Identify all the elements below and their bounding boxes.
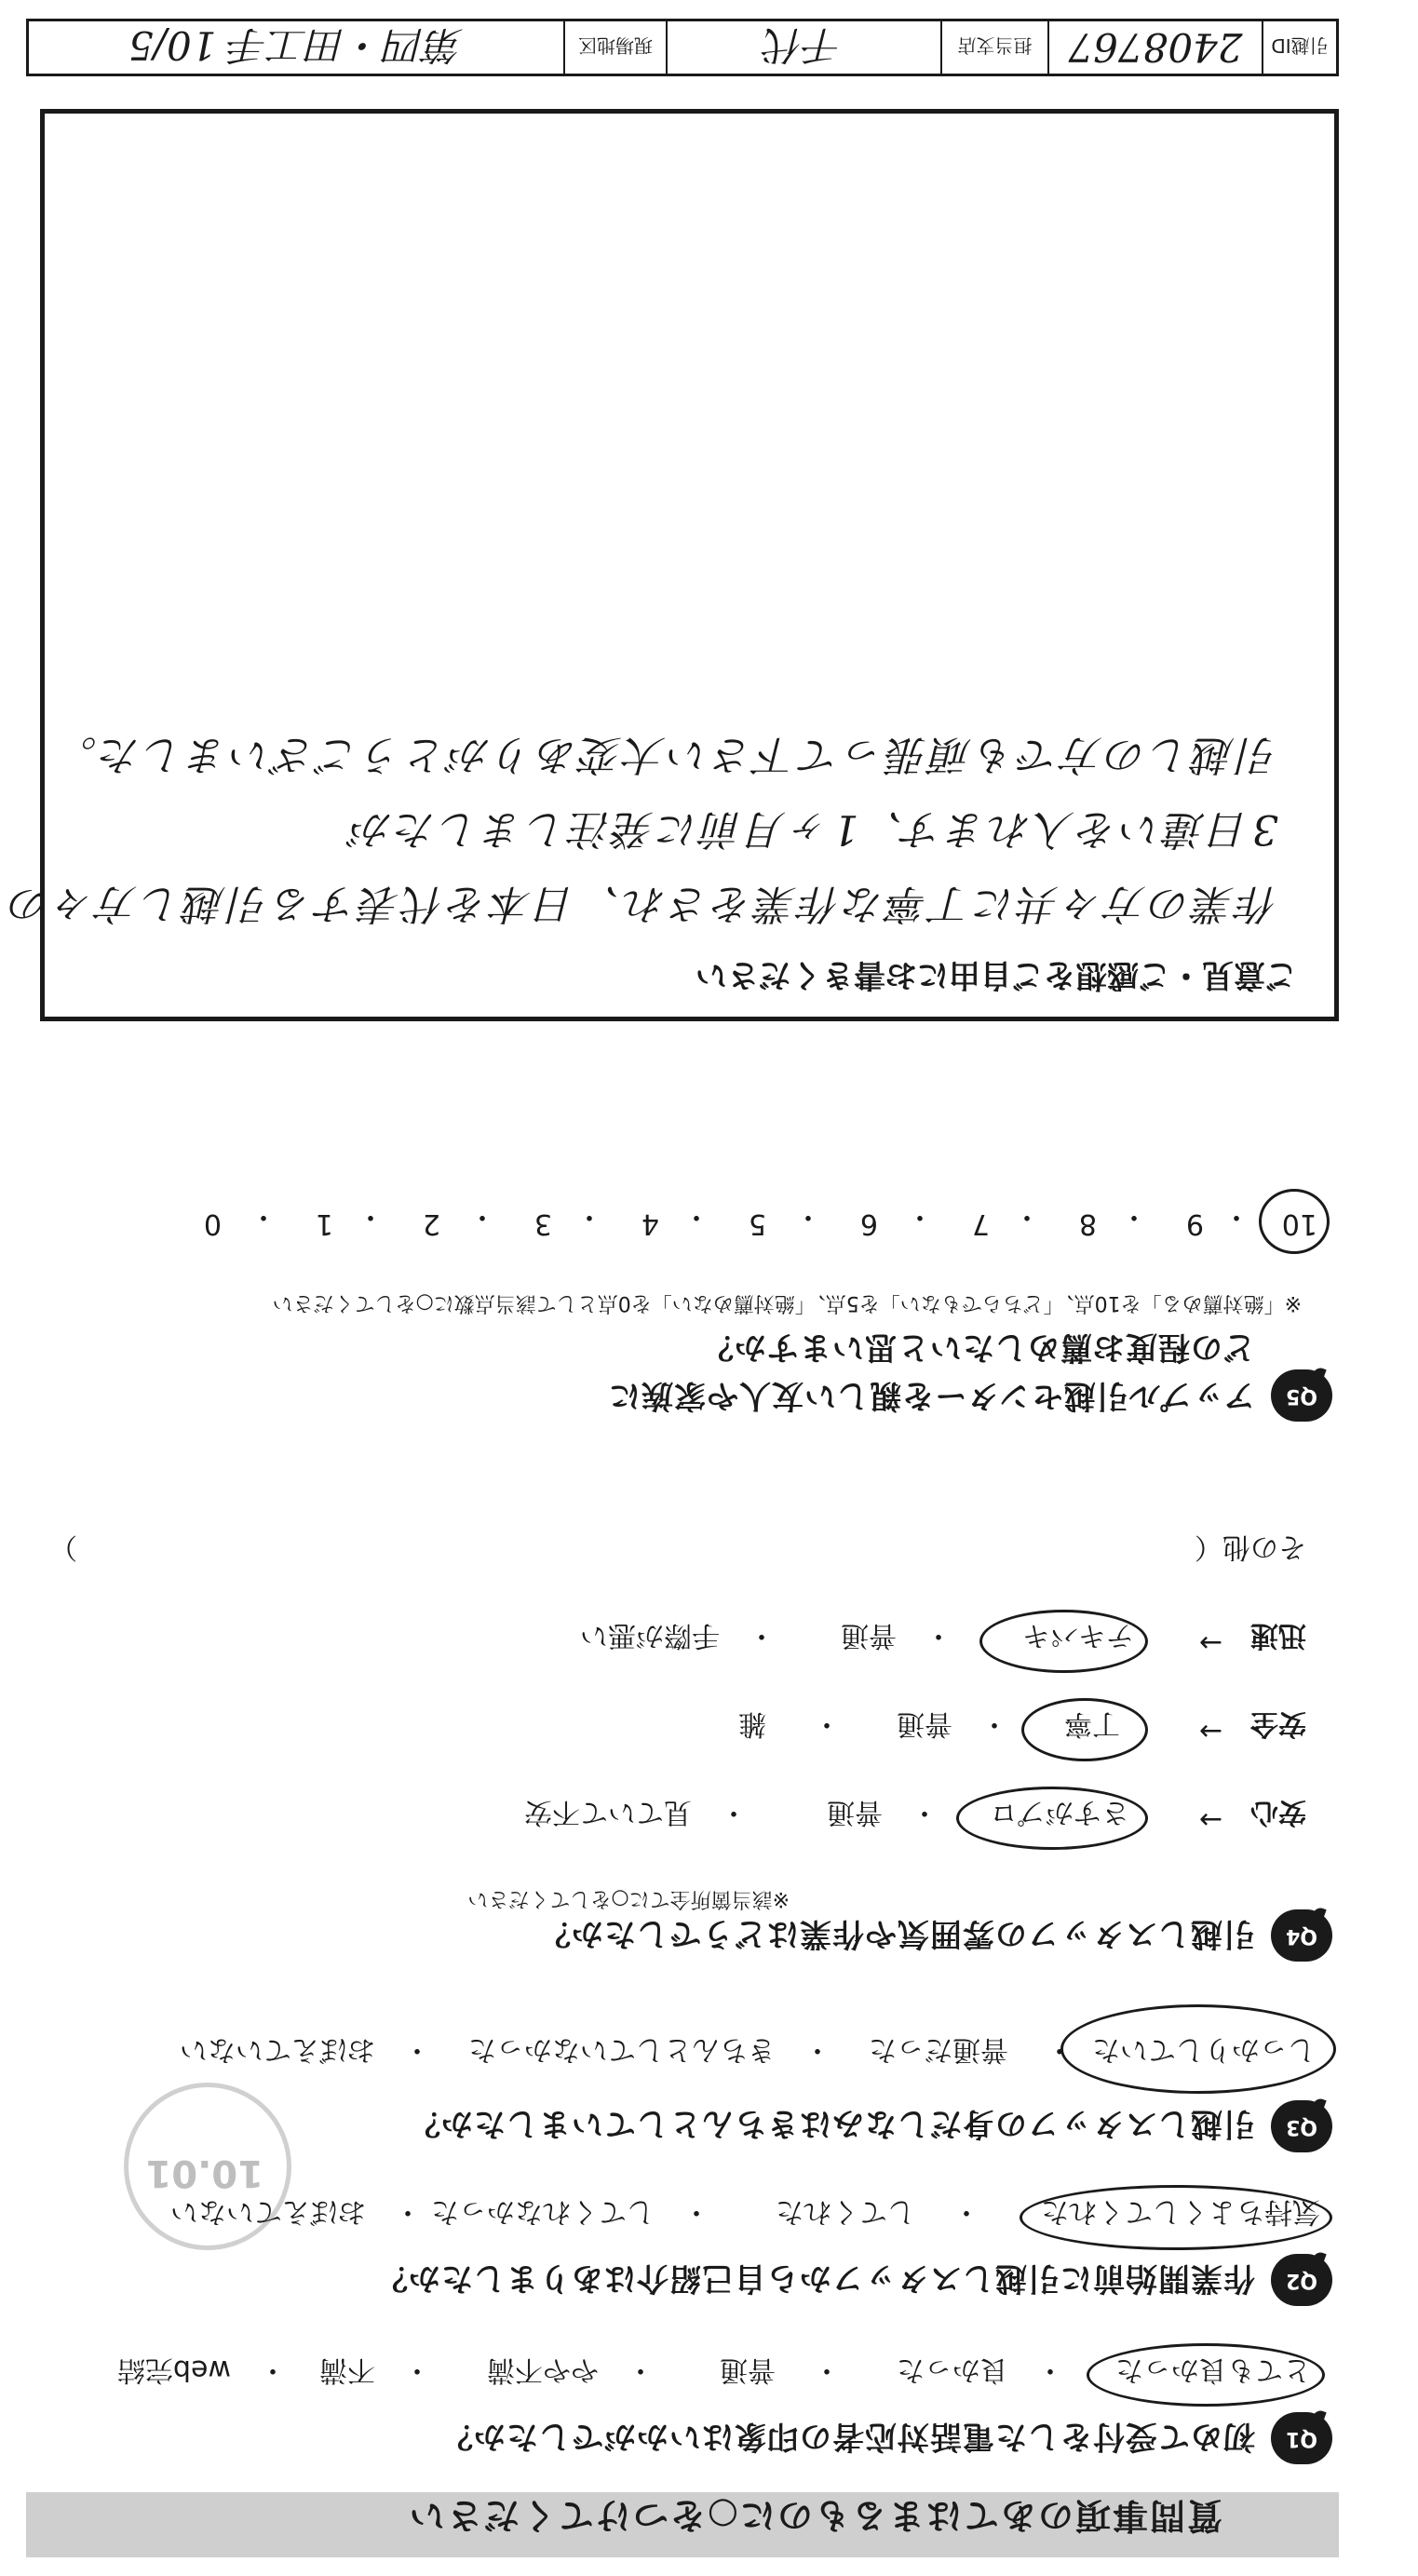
q5-note: ※「絶対薦める」を10点、「どちらでもない」を5点、「絶対薦めない」を0点として該当点数に○をしてください xyxy=(272,1291,1302,1315)
area-label-cell xyxy=(563,21,666,74)
q2-option[interactable]: してくれなかった xyxy=(431,2195,655,2228)
branch-value: 千代 xyxy=(764,22,844,68)
arrow: → xyxy=(1198,1626,1222,1659)
q5-score[interactable]: 6 xyxy=(859,1207,878,1240)
q4-row-label: 迅速 xyxy=(1250,1619,1306,1652)
q4-row-label: 安心 xyxy=(1250,1796,1306,1828)
q3-question: 引越しスタッフの身だしなみはきちんとしていましたか？ xyxy=(408,2105,1255,2142)
q5-score[interactable]: 3 xyxy=(533,1207,552,1240)
q5-score[interactable]: 8 xyxy=(1078,1207,1097,1240)
branch-value-cell xyxy=(666,21,940,74)
q5-score[interactable]: 1 xyxy=(315,1207,333,1240)
q2-option[interactable]: してくれた xyxy=(776,2195,915,2228)
q1-option[interactable]: web完結 xyxy=(116,2353,231,2386)
q5-badge: Q5 xyxy=(1271,1369,1332,1422)
q4-option[interactable]: 普通 xyxy=(897,1707,952,1740)
q5-score[interactable]: 2 xyxy=(422,1207,440,1240)
q5-score[interactable]: 10 xyxy=(1281,1207,1317,1240)
q5-score[interactable]: 7 xyxy=(971,1207,990,1240)
area-label: 現場地区 xyxy=(578,34,653,58)
q3-option[interactable]: しっかりしていた xyxy=(1092,2033,1316,2066)
q4-other-label: その他（ xyxy=(1195,1531,1306,1563)
q1-badge: Q1 xyxy=(1271,2412,1332,2464)
q1-option[interactable]: 普通 xyxy=(720,2353,776,2386)
instruction-text: 質問事項のあてはまるものに○をつけてください xyxy=(407,2495,1222,2536)
id-value-cell xyxy=(1047,21,1262,74)
q2-badge: Q2 xyxy=(1271,2254,1332,2306)
q4-option[interactable]: テキパキ xyxy=(1022,1619,1134,1652)
arrow: → xyxy=(1198,1715,1222,1747)
q4-question: 引越しスタッフの雰囲気や作業はどうでしたか？ xyxy=(538,1915,1255,1952)
q4-option[interactable]: 丁寧 xyxy=(1064,1707,1120,1740)
q4-option[interactable]: 普通 xyxy=(841,1619,897,1652)
q1-option[interactable]: 良かった xyxy=(897,2353,1008,2386)
comment-line: 作業の方々共に丁寧な作業をされ、日本を代表する引越し方々の xyxy=(7,880,1278,927)
q2-question: 作業開始前に引越しスタッフから自己紹介はありましたか？ xyxy=(375,2259,1255,2297)
q4-note: ※該当箇所全てに○をしてください xyxy=(467,1887,790,1910)
id-label-cell xyxy=(1262,21,1336,74)
q3-option[interactable]: 普通だった xyxy=(869,2033,1008,2066)
q3-option[interactable]: きちんとしていなかった xyxy=(468,2033,776,2066)
q4-row-label: 安全 xyxy=(1250,1707,1306,1740)
q4-option[interactable]: 手際が悪い xyxy=(580,1619,720,1652)
q3-option[interactable]: おぼえていない xyxy=(180,2033,375,2066)
instruction-banner xyxy=(26,2492,1339,2557)
q2-option[interactable]: 気持ちよくしてくれた xyxy=(1041,2195,1320,2228)
q1-question: 初めて受付をした電話対応者の印象はいかがでしたか？ xyxy=(440,2418,1255,2455)
id-value: 2408767 xyxy=(1068,24,1243,71)
q4-option[interactable]: 普通 xyxy=(827,1796,883,1828)
date-stamp-text: 10.01 xyxy=(145,2151,263,2194)
comment-heading: ご意見・ご感想をご自由にお書きください xyxy=(695,956,1297,993)
survey-sheet: 質問事項のあてはまるものに○をつけてください Q1 初めて受付をした電話対応者の印象はいかがでしたか？ とても良かった ・ 良かった ・ 普通 ・ やや不満 ・ 不満 ・ web完結 Q2 作業開始前に引越しスタッフから自己紹介はありましたか？ 気持ちよくしてくれた ・ してくれた ・ してくれなかった ・ おぼえていない Q3 引越しスタッフの身だしなみはきちんとしていましたか？ しっかりしていた ・ 普通だった ・ きちんとしていなかった ・ おぼえていない Q4 引越しスタッフの雰囲気や作業はどうでしたか？ ※該当箇所全てに○をしてください 安心 → さすがプロ ・ 普通 ・ 見ていて不安 安全 → 丁寧 ・ 普通 ・ 雑 迅速 → テキパキ ・ 普通 ・ 手際が悪い その他（ ） Q5 アップル引越センターを親しい友人や家族に どの程度お薦めしたいと思いますか？ ※「絶対薦める」を10点、「どちらでもない」を5点、「絶対薦めない」を0点として該当点数に○をしてください 10 ・ 9 ・ 8 ・ 7 ・ 6 ・ 5 ・ 4 ・ 3 ・ 2 ・ 1 ・ 0 10.01 ご意見・ご感想をご自由にお書きください 作業の方々共に丁寧な作業をされ、日本を代表する引越し方々の 3日違いを入れます、1ヶ月前に発注しましたが 引越しの方でも頑張って下さい大変ありがとうございました。 引越ID 2408767 担当支店 千代 現場地区 第四・田工手 10/5 xyxy=(0,0,1418,2576)
area-value: 第四・田工手 10/5 xyxy=(128,22,464,68)
q4-option[interactable]: 雑 xyxy=(738,1707,766,1740)
q4-other-close: ） xyxy=(49,1531,77,1563)
q5-score[interactable]: 4 xyxy=(641,1207,659,1240)
q1-option[interactable]: やや不満 xyxy=(487,2353,599,2386)
q4-option[interactable]: 見ていて不安 xyxy=(524,1796,692,1828)
header-table xyxy=(26,19,1339,76)
arrow: → xyxy=(1198,1803,1222,1836)
id-label: 引越ID xyxy=(1271,34,1329,58)
q1-option[interactable]: とても良かった xyxy=(1115,2353,1311,2386)
branch-label-cell xyxy=(940,21,1047,74)
q5-score[interactable]: 5 xyxy=(748,1207,766,1240)
q4-badge: Q4 xyxy=(1271,1909,1332,1962)
q4-option[interactable]: さすがプロ xyxy=(990,1796,1129,1828)
q5-question-line1: アップル引越センターを親しい友人や家族に xyxy=(608,1377,1255,1414)
q5-question-line2: どの程度お薦めしたいと思いますか？ xyxy=(701,1328,1255,1366)
comment-line: 引越しの方でも頑張って下さい大変ありがとうございました。 xyxy=(53,731,1278,778)
area-value-cell xyxy=(29,21,563,74)
q5-score[interactable]: 9 xyxy=(1185,1207,1204,1240)
comment-line: 3日違いを入れます、1ヶ月前に発注しましたが xyxy=(348,805,1278,853)
branch-label: 担当支店 xyxy=(957,34,1033,58)
q1-option[interactable]: 不満 xyxy=(319,2353,375,2386)
q3-badge: Q3 xyxy=(1271,2100,1332,2152)
q2-option[interactable]: おぼえていない xyxy=(170,2195,366,2228)
q5-score[interactable]: 0 xyxy=(203,1207,222,1240)
